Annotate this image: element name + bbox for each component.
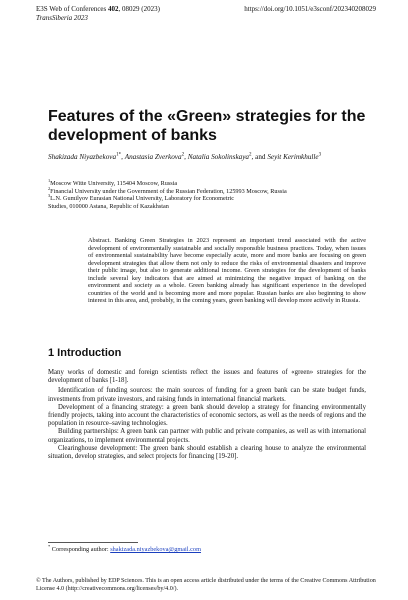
paragraph: Many works of domestic and foreign scientists reflect the issues and features of «green» strategies for the development of banks [1-18].	[48, 369, 366, 385]
affiliation: $^3$L.N. Gumilyov Eurasian National University, Laboratory for Econometric	[48, 193, 234, 203]
author-email-link[interactable]: shakizada.niyazbekova@gmail.com	[110, 546, 201, 553]
affiliation-list	[48, 177, 366, 210]
doi-link[interactable]: https://doi.org/10.1051/e3sconf/202340208029	[244, 5, 376, 13]
conference-name: TransSiberia 2023	[36, 13, 88, 22]
paragraph: Development of a financing strategy: a green bank should develop a strategy for financing environmentally friendly projects, taking into account the characteristics of economic sectors, as well as the needs of regions and the population in resource–saving technologies.	[48, 403, 366, 428]
section-heading: 1 Introduction	[48, 347, 122, 359]
section-body	[48, 369, 366, 461]
author: Anastasia Zverkova$^2$,	[124, 152, 188, 161]
journal-name: E3S Web of Conferences	[36, 5, 109, 13]
paper-title: Features of the «Green» strategies for the development of banks	[48, 108, 366, 144]
author: Seyit Kerimkhulle$^3$	[267, 152, 322, 161]
affiliation: $^2$Financial University under the Government of the Russian Federation, 125993 Moscow, Russia	[48, 185, 287, 195]
paragraph: Building partnerships: A green bank can partner with public and private companies, as well as with international organizations, to implement environmental projects.	[48, 428, 366, 444]
paragraph: Clearinghouse development: The green bank should establish a clearing house to analyze the environmental situation, develop strategies, and select projects for financing [19-20].	[48, 444, 366, 461]
footnote	[48, 543, 201, 553]
author-list	[48, 152, 366, 162]
abstract: Abstract. Banking Green Strategies in 2023 represent an important trend associated with the active development of environmentally sustainable and socially responsible business practices. Today, when issues of environmental sustainability have become especially acute, more and more banks are focusing on green development strategies that allow them not only to reduce the risks of environmental disasters and improve their public image, but also to generate additional income. Green strategies for the development of banks include several key indicators that are aimed at minimizing the negative impact of banking on the environment and society as a whole. Green banking already has significant experience in the developed countries of the world and is becoming more and more popular. Russian banks are also beginning to show interest in this area, and, probably, in the coming years, green banking will develop more actively in Russia.	[88, 237, 366, 305]
author: Shakizada Niyazbekova$^{1*}$,	[48, 152, 125, 161]
affiliation: $^1$Moscow Witte University, 115404 Moscow, Russia	[48, 177, 178, 187]
license-notice: © The Authors, published by EDP Sciences. This is an open access article distributed under the terms of the Creative Commons Attribution License 4.0 (http://creativecommons.org/licenses/by/4.0/).	[36, 578, 376, 592]
journal-citation	[36, 5, 160, 14]
footnote-mark: *	[48, 543, 51, 549]
journal-issue: , 08029 (2023)	[118, 5, 160, 13]
page-header	[36, 5, 376, 22]
author: Natalia Sokolinskaya$^2$, and	[187, 152, 268, 161]
footnote-divider	[48, 542, 138, 543]
affiliation-continued: Studies, 010000 Astana, Republic of Kazakhstan	[48, 202, 169, 210]
journal-volume: 402	[108, 5, 119, 13]
paragraph: Identification of funding sources: the main sources of funding for a green bank can be state budget funds, investments from private investors, and raising funds in international financial markets.	[48, 387, 366, 403]
footnote-label: Corresponding author:	[51, 546, 111, 553]
